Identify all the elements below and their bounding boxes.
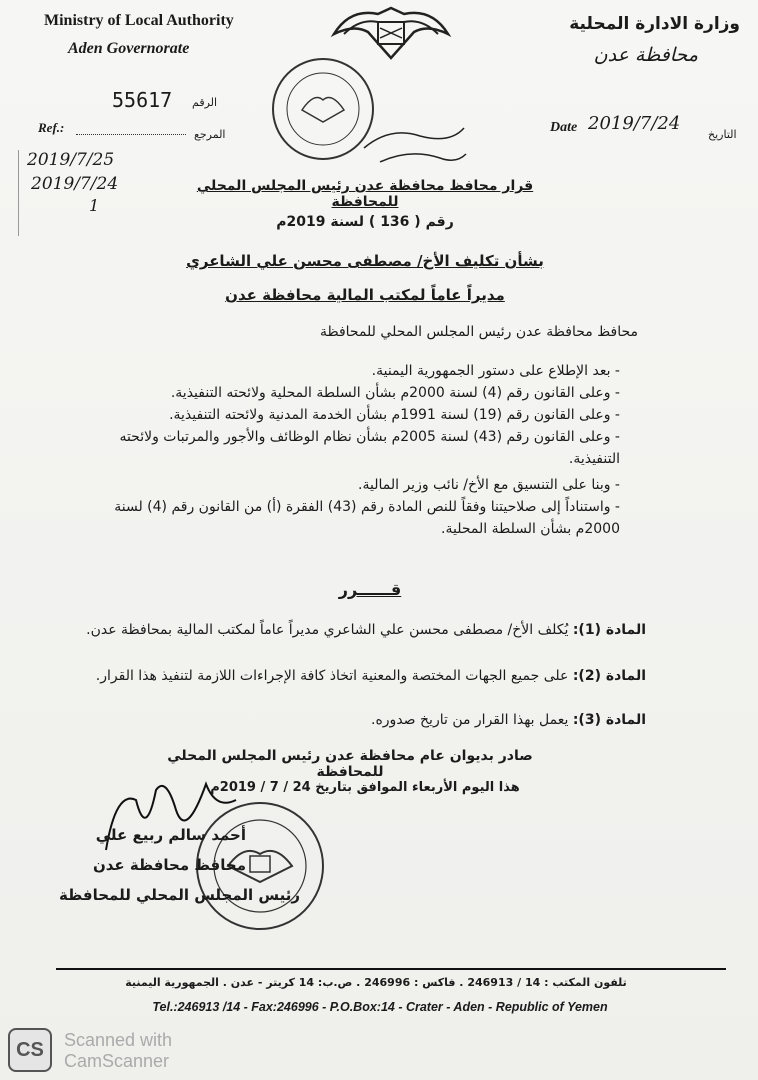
clause-item: - وبنا على التنسيق مع الأخ/ نائب وزير المالية. — [358, 477, 620, 493]
clause-text: وبنا على التنسيق مع الأخ/ نائب وزير المالية. — [358, 477, 611, 493]
ref-dotted-line — [76, 134, 186, 135]
clause-item: - وعلى القانون رقم (19) لسنة 1991م بشأن الخدمة المدنية ولائحته التنفيذية. — [169, 407, 620, 423]
article-text: على جميع الجهات المختصة والمعنية اتخاذ كافة الإجراءات اللازمة لتنفيذ هذا القرار. — [95, 668, 569, 684]
date-value: 2019/7/24 — [588, 113, 681, 134]
clause-item: - بعد الإطلاع على دستور الجمهورية اليمنية. — [371, 363, 620, 379]
handwritten-note-line3: 1 — [89, 196, 100, 215]
article-label: المادة (2): — [572, 668, 646, 684]
document-number: 55617 — [112, 88, 173, 112]
preamble: محافظ محافظة عدن رئيس المجلس المحلي للمحافظة — [319, 324, 638, 340]
article-text: يعمل بهذا القرار من تاريخ صدوره. — [371, 712, 569, 728]
clause-text: وعلى القانون رقم (19) لسنة 1991م بشأن الخدمة المدنية ولائحته التنفيذية. — [169, 407, 611, 423]
decision-heading: قــــــرر — [338, 580, 402, 599]
signature-scribble — [96, 770, 246, 860]
governorate-ar: محافظة عدن — [593, 44, 698, 66]
clause-text: وعلى القانون رقم (4) لسنة 2000م بشأن السلطة المحلية ولائحته التنفيذية. — [170, 385, 611, 401]
ministry-en: Ministry of Local Authority — [44, 12, 234, 29]
ref-label: Ref.: — [38, 120, 65, 135]
article-3 — [371, 712, 646, 728]
decree-title: قرار محافظ محافظة عدن رئيس المجلس المحلي للمحافظة — [196, 178, 534, 210]
clause-text: بعد الإطلاع على دستور الجمهورية اليمنية. — [371, 363, 611, 379]
decree-position: مديراً عاماً لمكتب المالية محافظة عدن — [225, 286, 505, 304]
camscanner-logo-icon: CS — [8, 1028, 52, 1072]
article-label: المادة (3): — [572, 712, 646, 728]
clause-item: - وعلى القانون رقم (4) لسنة 2000م بشأن السلطة المحلية ولائحته التنفيذية. — [170, 385, 620, 401]
registry-note-box — [18, 150, 179, 236]
signatory-name: أحمد سالم ربيع علي — [95, 826, 246, 844]
decree-number: رقم ( 136 ) لسنة 2019م — [276, 214, 454, 230]
article-label: المادة (1): — [572, 622, 646, 638]
clause-text: وعلى القانون رقم (43) لسنة 2005م بشأن نظام الوظائف والأجور والمرتبات ولائحته التنفيذية. — [119, 429, 620, 467]
signatory-title2: رئيس المجلس المحلي للمحافظة — [59, 886, 300, 904]
handwritten-scribble — [360, 118, 470, 178]
clause-item: - وعلى القانون رقم (43) لسنة 2005م بشأن نظام الوظائف والأجور والمرتبات ولائحته التنفيذية. — [119, 429, 620, 467]
republic-emblem — [330, 4, 452, 64]
ministry-ar: وزارة الادارة المحلية — [569, 14, 740, 34]
decree-subject: بشأن تكليف الأخ/ مصطفى محسن علي الشاعري — [186, 252, 544, 270]
issued-line2: هذا اليوم الأربعاء الموافق بتاريخ 24 / 7 / 2019م — [210, 780, 520, 795]
watermark-line1: Scanned with — [64, 1030, 173, 1050]
date-label: Date — [550, 120, 578, 135]
handwritten-note-line1: 2019/7/25 — [27, 150, 115, 170]
issued-line1: صادر بديوان عام محافظة عدن رئيس المجلس المحلي للمحافظة — [167, 748, 533, 780]
clause-text: واستناداً إلى صلاحيتنا وفقاً للنص المادة رقم (43) الفقرة (أ) من القانون رقم (4) لسنة 2000م بشأن السلطة المحلية. — [114, 499, 620, 537]
receipt-stamp — [272, 58, 374, 160]
article-text: يُكلف الأخ/ مصطفى محسن علي الشاعري مديراً عاماً لمكتب المالية بمحافظة عدن. — [86, 622, 569, 638]
ref-label-ar: المرجع — [194, 128, 226, 141]
camscanner-text — [64, 1030, 172, 1072]
number-label: الرقم — [192, 96, 218, 109]
footer-arabic: تلفون المكتب : 14 / 246913 . فاكس : 246996 . ص.ب: 14 كريتر - عدن . الجمهورية اليمنية — [125, 976, 627, 989]
article-1 — [86, 622, 646, 638]
clause-item: - واستناداً إلى صلاحيتنا وفقاً للنص المادة رقم (43) الفقرة (أ) من القانون رقم (4) لسنة 2000م بشأن السلطة المحلية. — [114, 499, 620, 537]
handwritten-note-line2: 2019/7/24 — [31, 174, 119, 194]
clauses-list — [80, 360, 620, 540]
article-2 — [96, 668, 646, 684]
footer-divider — [56, 968, 726, 970]
governorate-en: Aden Governorate — [68, 40, 190, 57]
signatory-title1: محافظ محافظة عدن — [92, 856, 246, 874]
footer-english: Tel.:246913 /14 - Fax:246996 - P.O.Box:14 - Crater - Aden - Republic of Yemen — [152, 1000, 608, 1014]
watermark-line2: CamScanner — [64, 1051, 170, 1071]
date-label-ar: التاريخ — [708, 128, 737, 141]
